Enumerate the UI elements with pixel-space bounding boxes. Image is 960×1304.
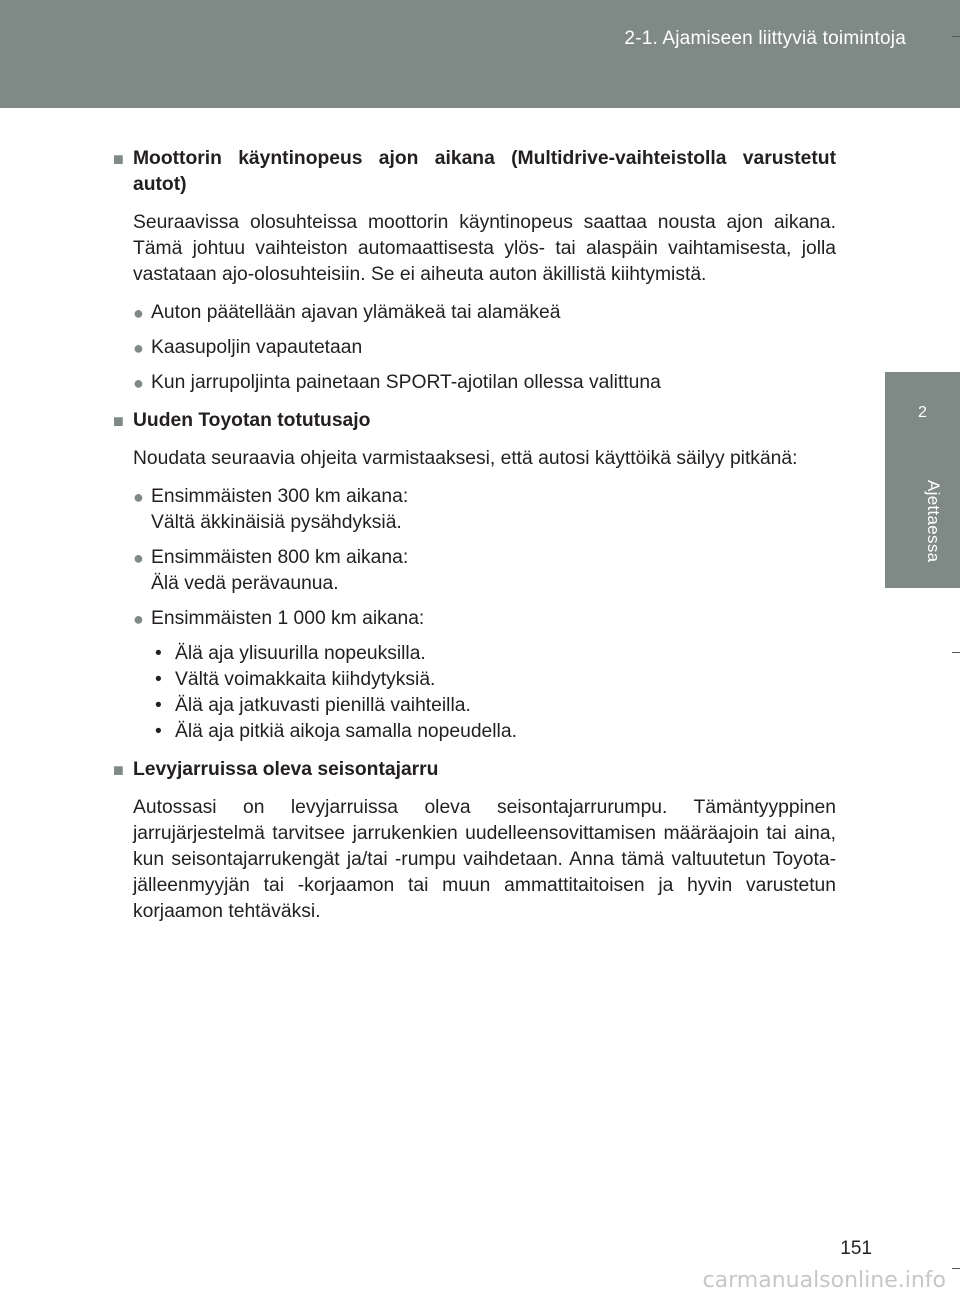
square-bullet-icon: ■ bbox=[113, 411, 124, 431]
dot-bullet-icon: • bbox=[155, 721, 162, 742]
circle-bullet-icon: ● bbox=[133, 548, 144, 568]
circle-bullet-icon: ● bbox=[133, 303, 144, 323]
page-number: 151 bbox=[840, 1238, 872, 1259]
dot-bullet-icon: • bbox=[155, 695, 162, 716]
chapter-title: 2-1. Ajamiseen liittyviä toimintoja bbox=[624, 28, 906, 49]
chapter-tab-label: Ajettaessa bbox=[924, 480, 943, 563]
crop-mark bbox=[952, 652, 960, 653]
circle-bullet-icon: ● bbox=[133, 609, 144, 629]
section-paragraph: Noudata seuraavia ohjeita varmistaaksesi, että autosi käyttöikä säilyy pitkänä: bbox=[133, 448, 798, 469]
crop-mark bbox=[952, 36, 960, 37]
list-item: ● Kaasupoljin vapautetaan bbox=[113, 335, 836, 361]
list-item: ● Kun jarrupoljinta painetaan SPORT-ajotilan ollessa valittuna bbox=[113, 370, 836, 396]
circle-bullet-icon: ● bbox=[133, 487, 144, 507]
dot-bullet-icon: • bbox=[155, 643, 162, 664]
section-heading: ■ Levyjarruissa oleva seisontajarru bbox=[113, 757, 836, 783]
list-item: ● Ensimmäisten 300 km aikana: Vältä äkkinäisiä pysähdyksiä. bbox=[113, 484, 836, 536]
circle-bullet-icon: ● bbox=[133, 338, 144, 358]
crop-mark bbox=[952, 1268, 960, 1269]
list-item: ● Ensimmäisten 800 km aikana: Älä vedä perävaunua. bbox=[113, 545, 836, 597]
section-heading: ■ Moottorin käyntinopeus ajon aikana (Multidrive-vaihteistolla varustetut autot) bbox=[113, 146, 836, 198]
dot-bullet-icon: • bbox=[155, 669, 162, 690]
square-bullet-icon: ■ bbox=[113, 760, 124, 780]
sub-list-item: • Älä aja jatkuvasti pienillä vaihteilla. bbox=[113, 693, 836, 719]
circle-bullet-icon: ● bbox=[133, 373, 144, 393]
page-content bbox=[113, 146, 836, 937]
chapter-number: 2 bbox=[918, 404, 927, 421]
sub-list-item: • Älä aja pitkiä aikoja samalla nopeudella. bbox=[113, 719, 836, 745]
section-paragraph: Seuraavissa olosuhteissa moottorin käyntinopeus saattaa nousta ajon aikana. Tämä johtuu vaihteiston automaattisesta ylös- tai alaspäin vaihtamisesta, jolla vastataan ajo-olosuhteisiin. Se ei aiheuta auton äkillistä kiihtymistä. bbox=[133, 212, 836, 285]
watermark[interactable]: carmanualsonline.info bbox=[702, 1268, 946, 1293]
sub-list bbox=[113, 641, 836, 745]
section-heading: ■ Uuden Toyotan totutusajo bbox=[113, 408, 836, 434]
sub-list-item: • Älä aja ylisuurilla nopeuksilla. bbox=[113, 641, 836, 667]
sub-list-item: • Vältä voimakkaita kiihdytyksiä. bbox=[113, 667, 836, 693]
square-bullet-icon: ■ bbox=[113, 149, 124, 169]
list-item: ● Ensimmäisten 1 000 km aikana: bbox=[113, 606, 836, 632]
list-item: ● Auton päätellään ajavan ylämäkeä tai alamäkeä bbox=[113, 300, 836, 326]
chapter-side-tab[interactable] bbox=[885, 372, 960, 588]
section-paragraph: Autossasi on levyjarruissa oleva seisontajarrurumpu. Tämäntyyppinen jarrujärjestelmä tarvitsee jarrukenkien uudelleensovittamisen määräajoin tai aina, kun seisontajarrukengät ja/tai -rumpu vaihdetaan. Anna tämä valtuutetun Toyota-jälleenmyyjän tai -korjaamon tai muun ammattitaitoisen ja hyvin varustetun korjaamon tehtäväksi. bbox=[133, 797, 836, 922]
header-band bbox=[0, 0, 960, 108]
